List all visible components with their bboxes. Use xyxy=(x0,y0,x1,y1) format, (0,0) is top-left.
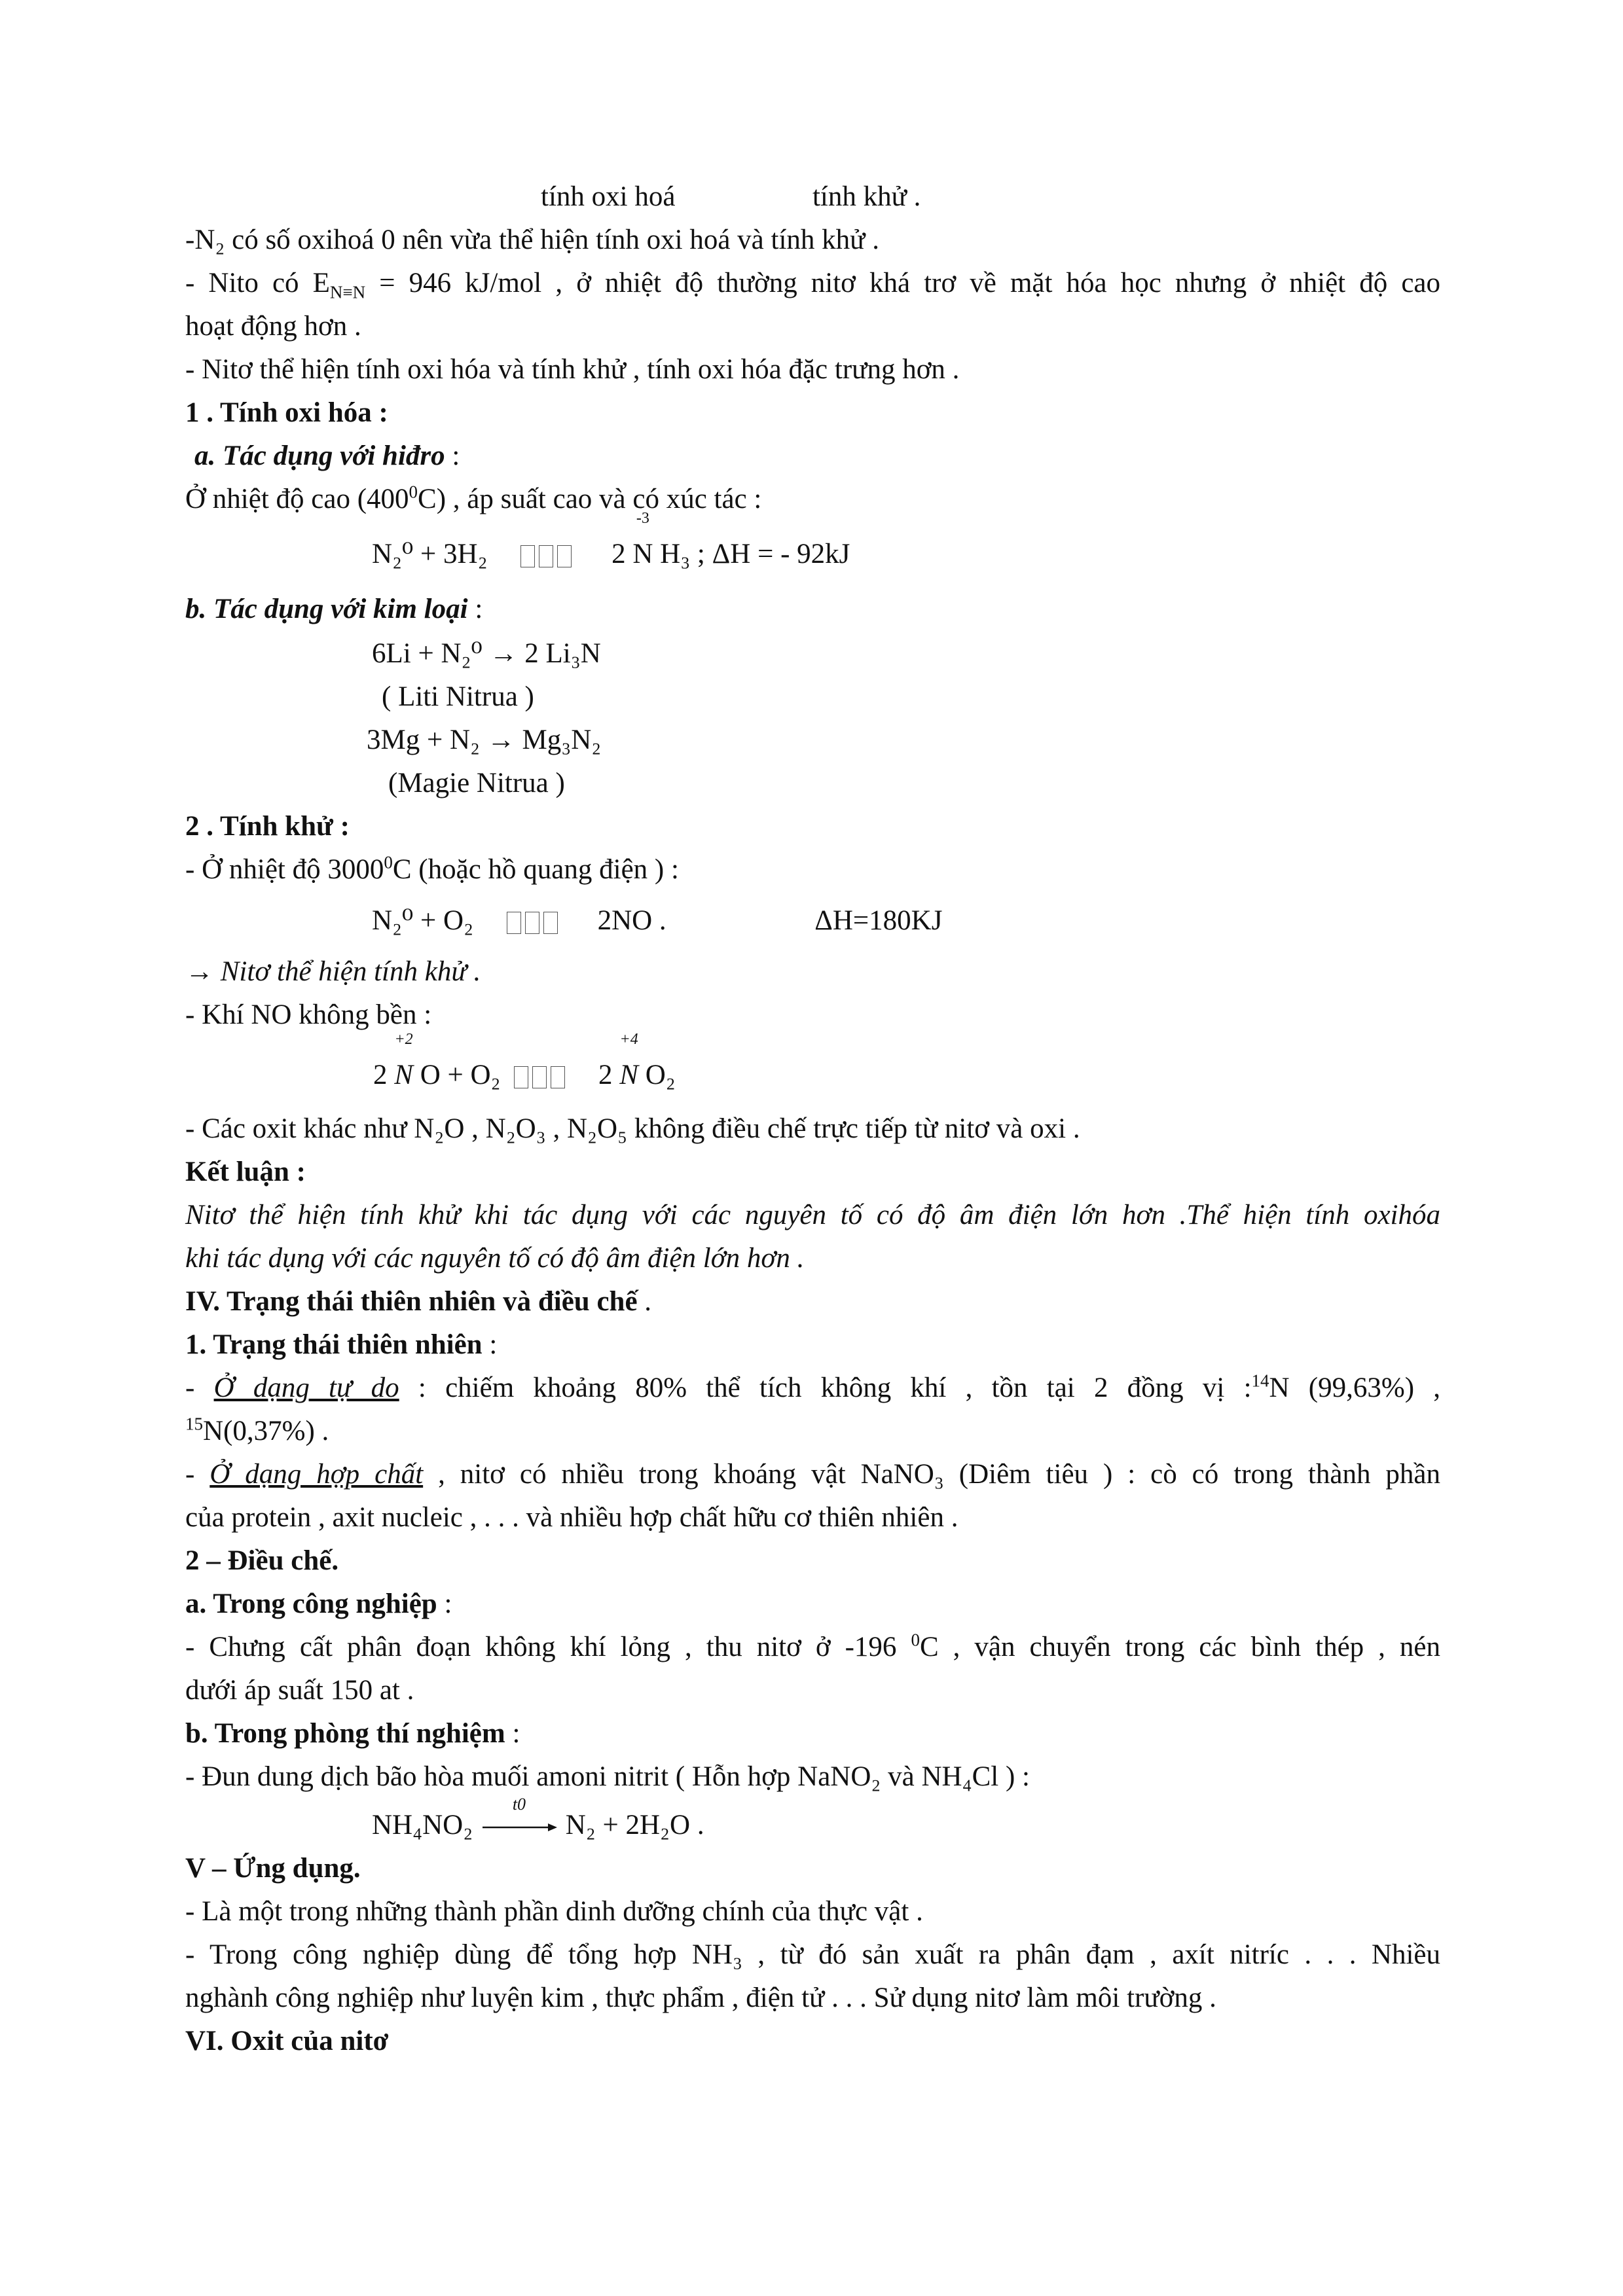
paragraph-line: - Trong công nghiệp dùng để tổng hợp NH₃ , từ đó sản xuất ra phân đạm , axít nitríc . . . Nhiều xyxy=(185,1939,1440,1970)
equation-no2: 2 +2 N O + O₂ 2 +4 N O₂ xyxy=(373,1031,676,1090)
paragraph-line: - Ở nhiệt độ 3000$^0$C (hoặc hồ quang điện ) : xyxy=(185,852,679,885)
subsection-heading: 1. Trạng thái thiên nhiên : xyxy=(185,1329,498,1360)
equilibrium-arrow-icon xyxy=(520,545,572,567)
paragraph-line: → Nitơ thể hiện tính khử . xyxy=(185,956,481,987)
compound-name: (Magie Nitrua ) xyxy=(388,768,565,798)
paragraph-line: - Nito có $E_{N\equiv N} = 946$ kJ/mol , ở nhiệt độ thường nitơ khá trơ về mặt hóa học nhưng ở nhiệt độ cao xyxy=(185,268,1440,302)
oxidation-labels-line xyxy=(185,175,1440,219)
section-heading: 2 – Điều chế. xyxy=(185,1545,339,1576)
subsection-heading: b. Tác dụng với kim loại : xyxy=(185,594,483,624)
paragraph-line: - Ở dạng tự do : chiếm khoảng 80% thể tích không khí , tồn tại 2 đồng vị :$^{14}$N (99,63%) , xyxy=(185,1371,1440,1403)
equation-ammonia: N₂⁰ + 3H₂ 2 -3 N H₃ ; ΔH = - 92kJ xyxy=(372,510,850,569)
oxidizing-label: tính oxi hoá xyxy=(541,181,676,212)
compound-name: ( Liti Nitrua ) xyxy=(382,681,534,712)
paragraph-line: - Là một trong những thành phần dinh dưỡng chính của thực vật . xyxy=(185,1896,923,1927)
paragraph-line: nghành công nghiệp như luyện kim , thực phẩm , điện tử . . . Sử dụng nitơ làm môi trường . xyxy=(185,1982,1216,2013)
paragraph-line: - Ở dạng hợp chất , nitơ có nhiều trong khoáng vật NaNO₃ (Diêm tiêu ) : cò có trong thành phần xyxy=(185,1459,1440,1490)
reducing-label: tính khử . xyxy=(812,181,921,212)
section-heading: 2 . Tính khử : xyxy=(185,811,350,842)
section-heading: IV. Trạng thái thiên nhiên và điều chế . xyxy=(185,1286,652,1317)
paragraph-line: - Đun dung dịch bão hòa muối amoni nitrit ( Hỗn hợp NaNO₂ và NH₄Cl ) : xyxy=(185,1761,1030,1792)
reaction-arrow-icon xyxy=(480,1795,558,1840)
equation-magnesium: 3Mg + N₂ → Mg₃N₂ xyxy=(367,725,602,755)
section-heading: VI. Oxit của nitơ xyxy=(185,2026,389,2056)
equilibrium-arrow-icon xyxy=(507,912,558,934)
paragraph-line: $^{15}$N(0,37%) . xyxy=(185,1414,329,1446)
equation-decomposition: NH₄NO₂ t0 N₂ + 2H₂O . xyxy=(372,1795,704,1840)
paragraph-line: khi tác dụng với các nguyên tố có độ âm điện lớn hơn . xyxy=(185,1243,805,1274)
equation-no: N₂⁰ + O₂ 2NO . ΔH=180KJ xyxy=(372,905,943,936)
document-page xyxy=(185,175,1440,2063)
paragraph-line: - Các oxit khác như N₂O , N₂O₃ , N₂O₅ không điều chế trực tiếp từ nitơ và oxi . xyxy=(185,1113,1080,1144)
paragraph-line: hoạt động hơn . xyxy=(185,311,361,342)
subsection-heading: a. Trong công nghiệp : xyxy=(185,1588,452,1619)
paragraph-line: - Khí NO không bền : xyxy=(185,999,432,1030)
equilibrium-arrow-icon xyxy=(514,1066,565,1088)
paragraph-line: Nitơ thể hiện tính khử khi tác dụng với các nguyên tố có độ âm điện lớn hơn .Thể hiện tính oxihóa xyxy=(185,1200,1440,1230)
section-heading: V – Ứng dụng. xyxy=(185,1853,361,1884)
paragraph-line: - Chưng cất phân đoạn không khí lỏng , thu nitơ ở -196 $^0$C , vận chuyển trong các bình thép , nén xyxy=(185,1630,1440,1662)
heat-condition: t0 xyxy=(512,1795,526,1814)
oxidation-number: -3 xyxy=(636,510,649,527)
section-heading: Kết luận : xyxy=(185,1157,306,1187)
oxidation-number: +2 xyxy=(394,1031,413,1048)
paragraph-line: -N₂ có số oxihoá 0 nên vừa thể hiện tính oxi hoá và tính khử . xyxy=(185,224,879,255)
paragraph-line: Ở nhiệt độ cao $(400^0C)$ , áp suất cao và có xúc tác : xyxy=(185,482,762,514)
paragraph-line: - Nitơ thể hiện tính oxi hóa và tính khử , tính oxi hóa đặc trưng hơn . xyxy=(185,354,960,385)
section-heading: 1 . Tính oxi hóa : xyxy=(185,397,388,428)
oxidation-number: +4 xyxy=(619,1031,638,1048)
paragraph-line: của protein , axit nucleic , . . . và nhiều hợp chất hữu cơ thiên nhiên . xyxy=(185,1502,958,1533)
subsection-heading: a. Tác dụng với hiđro : xyxy=(194,440,460,471)
subsection-heading: b. Trong phòng thí nghiệm : xyxy=(185,1718,520,1749)
paragraph-line: dưới áp suất 150 at . xyxy=(185,1675,414,1706)
equation-lithium: 6Li + N₂⁰ → 2 Li₃N xyxy=(372,638,601,669)
